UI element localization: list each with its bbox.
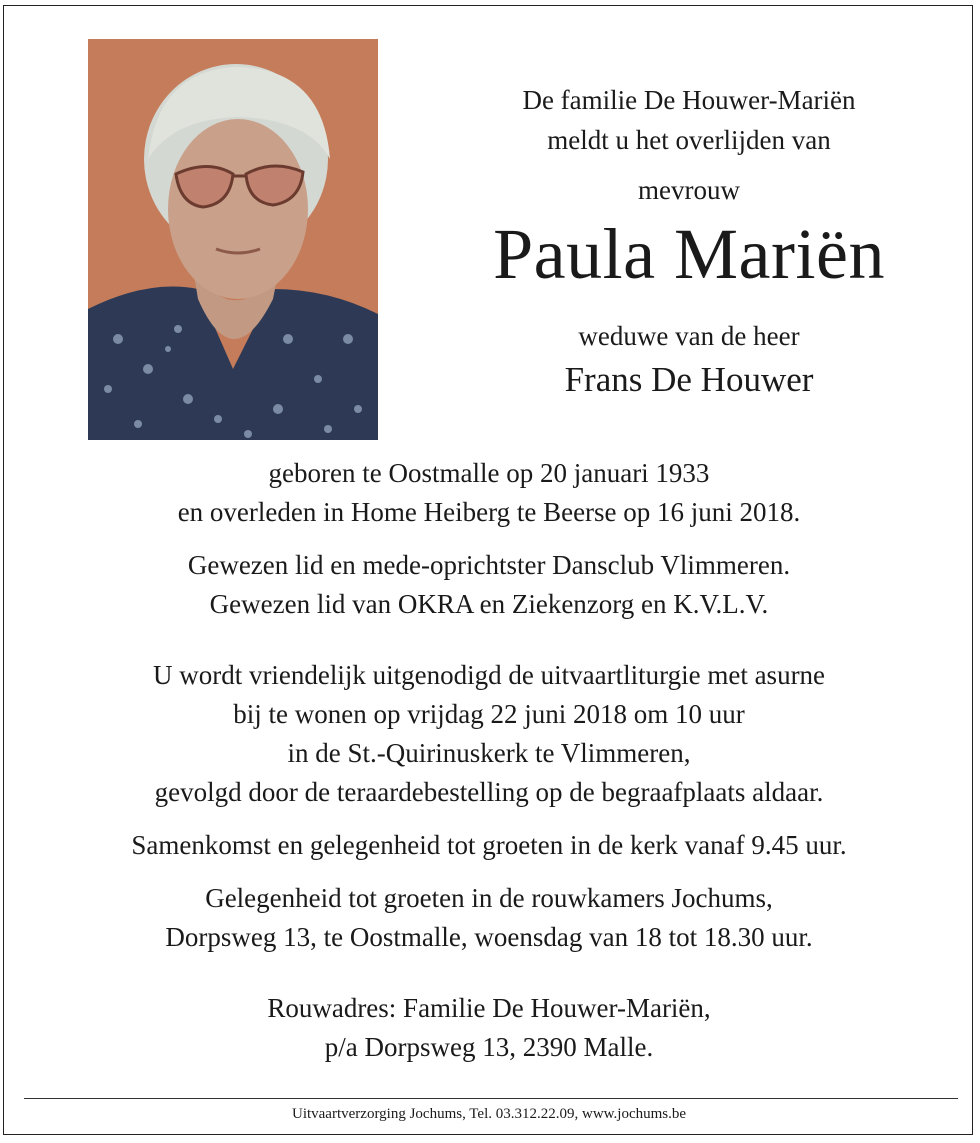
viewing-line: Dorpsweg 13, te Oostmalle, woensdag van 18 tot 18.30 uur. xyxy=(165,922,813,952)
portrait-photo xyxy=(88,39,378,440)
funeral-line: U wordt vriendelijk uitgenodigd de uitvaartliturgie met asurne xyxy=(152,660,826,690)
husband-name: Frans De Houwer xyxy=(564,360,814,399)
death-line: en overleden in Home Heiberg te Beerse op 16 juni 2018. xyxy=(177,497,801,527)
widow-line: weduwe van de heer xyxy=(578,321,800,351)
funeral-line: in de St.-Quirinuskerk te Vlimmeren, xyxy=(287,738,691,768)
funeral-section xyxy=(4,656,974,812)
address-line: p/a Dorpsweg 13, 2390 Malle. xyxy=(324,1032,654,1062)
address-line: Rouwadres: Familie De Houwer-Mariën, xyxy=(267,993,711,1023)
deceased-name: Paula Mariën xyxy=(493,214,885,294)
birth-death-section xyxy=(4,454,974,532)
footer-divider xyxy=(24,1098,958,1099)
gathering-line: Samenkomst en gelegenheid tot groeten in de kerk vanaf 9.45 uur. xyxy=(131,830,847,860)
funeral-line: bij te wonen op vrijdag 22 juni 2018 om 10 uur xyxy=(233,699,745,729)
birth-line: geboren te Oostmalle op 20 januari 1933 xyxy=(268,458,710,488)
funeral-line: gevolgd door de teraardebestelling op de begraafplaats aldaar. xyxy=(154,777,824,807)
viewing-section xyxy=(4,879,974,957)
family-line-1: De familie De Houwer-Mariën xyxy=(522,85,856,115)
obituary-card xyxy=(3,5,973,1135)
announcement-heading xyxy=(404,80,974,404)
gathering-section xyxy=(4,826,974,865)
family-line-2: meldt u het overlijden van xyxy=(547,125,831,155)
announcement-body xyxy=(4,454,974,1067)
membership-line: Gewezen lid en mede-oprichtster Dansclub Vlimmeren. xyxy=(187,550,791,580)
address-section xyxy=(4,989,974,1067)
memberships-section xyxy=(4,546,974,624)
portrait-illustration xyxy=(88,39,378,440)
viewing-line: Gelegenheid tot groeten in de rouwkamers Jochums, xyxy=(205,883,773,913)
title-mevrouw: mevrouw xyxy=(638,175,740,205)
membership-line: Gewezen lid van OKRA en Ziekenzorg en K.V.L.V. xyxy=(209,589,769,619)
funeral-home-footer: Uitvaartverzorging Jochums, Tel. 03.312.22.09, www.jochums.be xyxy=(291,1106,687,1122)
